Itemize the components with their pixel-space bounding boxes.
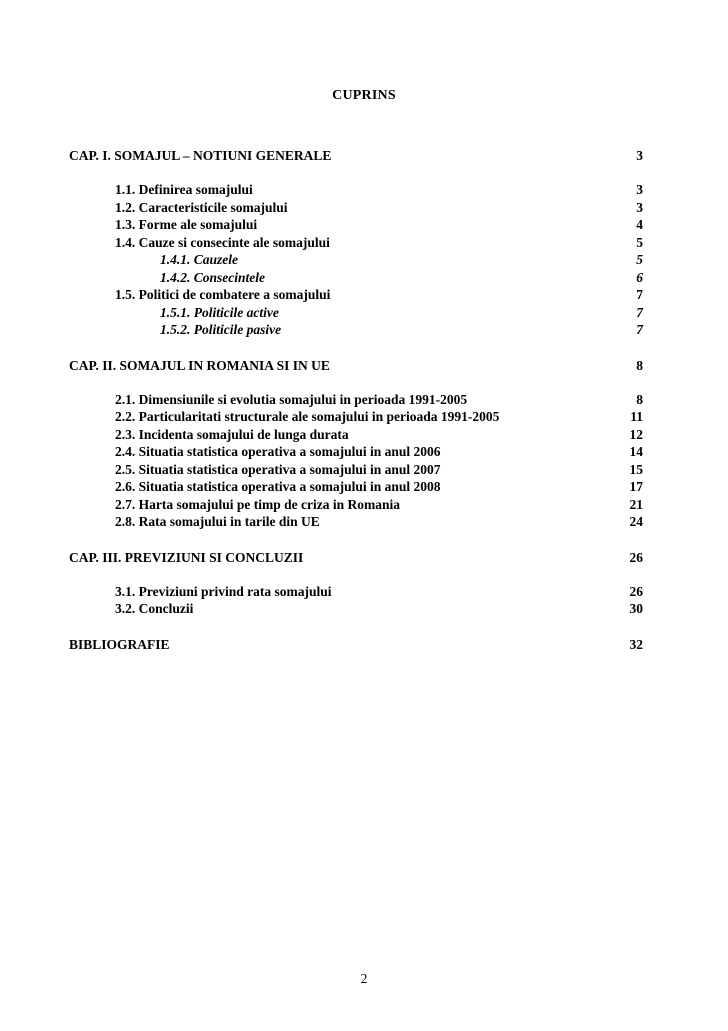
toc-subsection-row[interactable] xyxy=(69,199,643,217)
toc-chapter-label: CAP. I. SOMAJUL – NOTIUNI GENERALE xyxy=(69,148,332,163)
toc-section xyxy=(69,147,643,357)
toc-subsection-row[interactable] xyxy=(69,496,643,514)
toc-entry-label: 1.2. Caracteristicile somajului xyxy=(115,199,288,215)
toc-subsection-row[interactable] xyxy=(69,286,643,304)
toc-subsection-row[interactable] xyxy=(69,461,643,479)
spacer xyxy=(69,618,643,636)
toc-page-number: 26 xyxy=(629,583,643,599)
toc-page-number: 3 xyxy=(636,148,643,163)
page-number-footer: 2 xyxy=(360,971,368,986)
toc-entry-label: 1.4. Cauze si consecinte ale somajului xyxy=(115,234,330,250)
toc-subsubsection-row[interactable] xyxy=(69,304,643,322)
toc-page-number: 8 xyxy=(636,357,643,373)
spacer xyxy=(69,531,643,549)
toc-subsection-row[interactable] xyxy=(69,426,643,444)
toc-entry-label: 3.2. Concluzii xyxy=(115,601,194,616)
toc-subsubsection-row[interactable] xyxy=(69,269,643,287)
toc-entry-label: 3.1. Previziuni privind rata somajului xyxy=(115,583,332,599)
toc-page-number: 3 xyxy=(636,182,643,197)
toc-entry-label: 2.4. Situatia statistica operativa a somajului in anul 2006 xyxy=(115,444,441,459)
toc-chapter-label: CAP. II. SOMAJUL IN ROMANIA SI IN UE xyxy=(69,357,330,373)
toc-subsection-row[interactable] xyxy=(69,234,643,252)
toc-page-number: 3 xyxy=(636,199,643,215)
toc-subsubsection-row[interactable] xyxy=(69,251,643,269)
toc-section xyxy=(69,549,643,636)
toc-page-number: 17 xyxy=(629,479,643,494)
toc-page-number: 6 xyxy=(636,269,643,285)
toc-page-number: 4 xyxy=(636,217,643,232)
toc-page-number: 5 xyxy=(636,252,643,267)
toc-page-number: 30 xyxy=(629,601,643,616)
toc-entry-label: 2.5. Situatia statistica operativa a somajului in anul 2007 xyxy=(115,461,441,477)
toc-page-number: 26 xyxy=(629,549,643,565)
toc-subsection-row[interactable] xyxy=(69,216,643,234)
toc-subsection-row[interactable] xyxy=(69,181,643,199)
toc-entry-label: 1.3. Forme ale somajului xyxy=(115,217,258,232)
toc-subsubsection-row[interactable] xyxy=(69,321,643,339)
toc-page-number: 11 xyxy=(630,409,643,424)
toc-section xyxy=(69,357,643,549)
toc-subsection-row[interactable] xyxy=(69,443,643,461)
toc-chapter-row[interactable] xyxy=(69,549,643,567)
toc-page-number: 7 xyxy=(636,322,643,337)
toc-page-number: 7 xyxy=(636,304,643,320)
toc-subsection-row[interactable] xyxy=(69,513,643,531)
toc-chapter-row[interactable] xyxy=(69,147,643,165)
toc-entry-label: 2.3. Incidenta somajului de lunga durata xyxy=(115,426,349,442)
toc-entry-label: 2.8. Rata somajului in tarile din UE xyxy=(115,514,320,529)
toc-subsection-row[interactable] xyxy=(69,478,643,496)
toc-page-number: 24 xyxy=(629,514,643,529)
toc-page-number: 14 xyxy=(629,444,643,459)
toc-chapter-label: CAP. III. PREVIZIUNI SI CONCLUZII xyxy=(69,549,304,565)
toc-page-number: 21 xyxy=(629,496,643,512)
toc-page-number: 15 xyxy=(629,461,643,477)
toc-page-number: 32 xyxy=(629,636,643,652)
toc-page-number: 7 xyxy=(636,287,643,302)
toc-page-number: 12 xyxy=(629,426,643,442)
toc-entry-label: 2.7. Harta somajului pe timp de criza in Romania xyxy=(115,496,400,512)
toc-entry-label: 2.6. Situatia statistica operativa a somajului in anul 2008 xyxy=(115,479,441,494)
toc-subsection-row[interactable] xyxy=(69,600,643,618)
page-title: CUPRINS xyxy=(332,88,396,103)
toc-section xyxy=(69,636,643,654)
toc-entry-label: 1.5. Politici de combatere a somajului xyxy=(115,287,331,302)
toc-entry-label: 1.5.2. Politicile pasive xyxy=(160,322,282,337)
toc-entry-label: 1.5.1. Politicile active xyxy=(160,304,279,320)
spacer xyxy=(69,165,643,181)
toc-subsection-row[interactable] xyxy=(69,583,643,601)
toc-entry-label: 1.4.1. Cauzele xyxy=(160,252,239,267)
spacer xyxy=(69,339,643,357)
toc-entry-label: 1.1. Definirea somajului xyxy=(115,182,253,197)
table-of-contents xyxy=(69,147,643,654)
toc-subsection-row[interactable] xyxy=(69,408,643,426)
spacer xyxy=(69,375,643,391)
toc-subsection-row[interactable] xyxy=(69,391,643,409)
toc-chapter-label: BIBLIOGRAFIE xyxy=(69,636,170,652)
toc-entry-label: 2.1. Dimensiunile si evolutia somajului in perioada 1991-2005 xyxy=(115,391,468,407)
toc-entry-label: 2.2. Particularitati structurale ale somajului in perioada 1991-2005 xyxy=(115,409,500,424)
toc-chapter-row[interactable] xyxy=(69,636,643,654)
toc-page-number: 5 xyxy=(636,234,643,250)
toc-entry-label: 1.4.2. Consecintele xyxy=(160,269,265,285)
toc-page-number: 8 xyxy=(636,391,643,407)
toc-chapter-row[interactable] xyxy=(69,357,643,375)
spacer xyxy=(69,567,643,583)
